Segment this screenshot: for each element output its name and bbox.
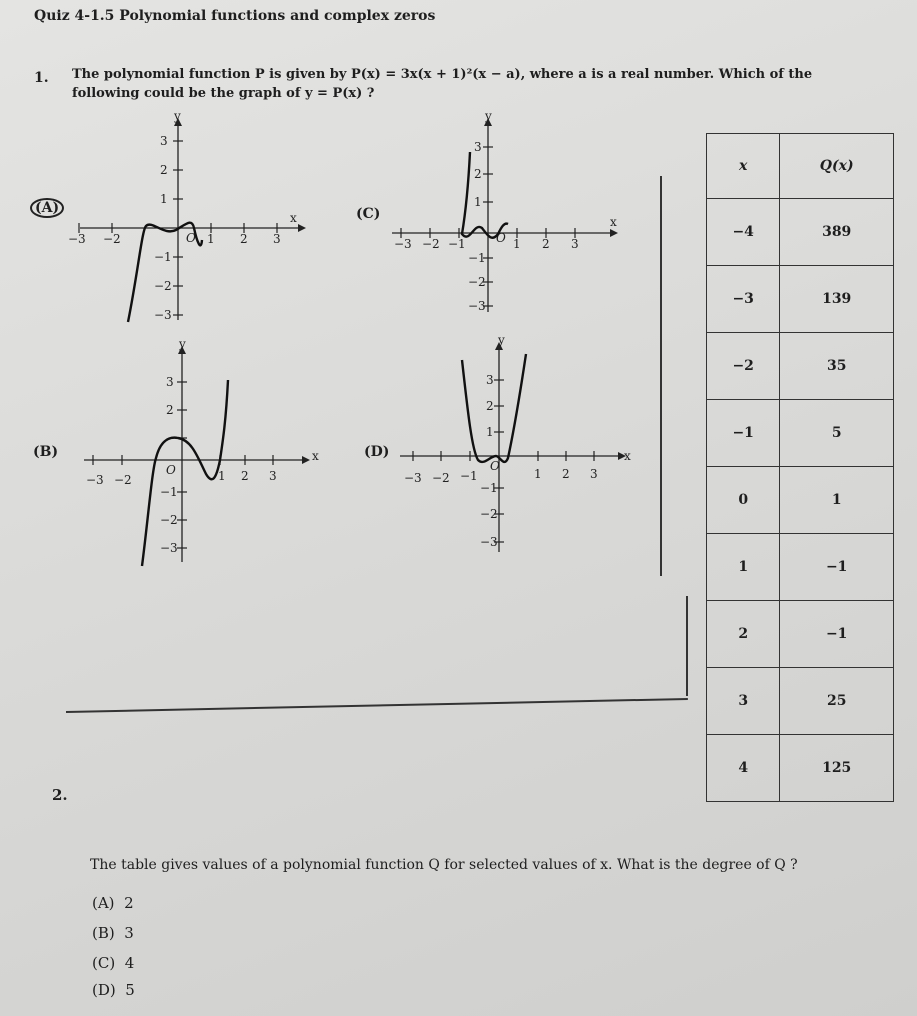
- y-tick-3: 3: [486, 373, 494, 387]
- cell-x: −1: [707, 400, 780, 467]
- x-tick-neg2: −2: [103, 232, 121, 246]
- y-tick-2: 2: [166, 403, 174, 417]
- graph-option-c: [388, 109, 628, 322]
- x-tick-2: 2: [240, 232, 248, 246]
- y-axis-label: y: [179, 337, 186, 351]
- graph-option-a: [68, 109, 316, 322]
- table-row: [707, 534, 894, 601]
- y-tick-neg2: −2: [160, 513, 178, 527]
- origin-label: O: [490, 459, 500, 473]
- x-tick-1: 1: [513, 237, 521, 251]
- cell-qx: −1: [780, 601, 894, 668]
- choice-b[interactable]: [92, 924, 134, 942]
- option-d-label[interactable]: (D): [364, 444, 390, 460]
- x-tick-neg3: −3: [394, 237, 412, 251]
- question-2-number: 2.: [52, 786, 68, 804]
- x-tick-3: 3: [571, 237, 579, 251]
- cell-x: −4: [707, 199, 780, 266]
- x-axis-label: x: [312, 449, 319, 463]
- table-header-row: [707, 134, 894, 199]
- option-c-label[interactable]: (C): [356, 206, 381, 222]
- cell-qx: 35: [780, 333, 894, 400]
- horizontal-rule: [66, 698, 688, 713]
- graph-option-b: [80, 337, 320, 570]
- curve-b: [142, 380, 228, 566]
- y-axis-label: y: [498, 333, 505, 347]
- x-axis-label: x: [624, 449, 631, 463]
- question-1-text-line1: The polynomial function P is given by P(x) = 3x(x + 1)²(x − a), where a is a real number. Which of the: [72, 67, 813, 82]
- vertical-rule-lower: [686, 596, 688, 696]
- x-tick-1: 1: [218, 469, 226, 483]
- y-tick-2: 2: [486, 399, 494, 413]
- table-row: [707, 333, 894, 400]
- y-tick-neg1: −1: [480, 481, 498, 495]
- table-row: [707, 199, 894, 266]
- cell-x: 3: [707, 668, 780, 735]
- choice-c[interactable]: [92, 954, 134, 972]
- x-tick-neg3: −3: [404, 471, 422, 485]
- y-tick-neg3: −3: [468, 299, 486, 313]
- choice-value: 5: [125, 981, 135, 999]
- y-tick-neg3: −3: [154, 308, 172, 322]
- origin-label: O: [186, 231, 196, 245]
- x-tick-neg3: −3: [86, 473, 104, 487]
- y-tick-1: 1: [160, 192, 168, 206]
- cell-x: 2: [707, 601, 780, 668]
- y-axis-label: y: [485, 109, 492, 123]
- choice-a[interactable]: [92, 894, 134, 912]
- cell-qx: 1: [780, 467, 894, 534]
- curve-c: [462, 152, 508, 238]
- choice-value: 3: [124, 924, 134, 942]
- cell-qx: 5: [780, 400, 894, 467]
- option-a-label[interactable]: (A): [30, 200, 64, 216]
- header-qx: Q(x): [780, 134, 894, 199]
- x-tick-neg2: −2: [422, 237, 440, 251]
- choice-value: 4: [124, 954, 135, 972]
- choice-label: (A): [92, 894, 115, 912]
- y-tick-2: 2: [160, 163, 168, 177]
- cell-qx: −1: [780, 534, 894, 601]
- x-axis-label: x: [290, 211, 297, 225]
- curve-d: [462, 354, 526, 462]
- y-tick-3: 3: [166, 375, 174, 389]
- table-row: [707, 400, 894, 467]
- y-tick-neg3: −3: [480, 535, 498, 549]
- question-1-number: 1.: [34, 70, 49, 86]
- choice-value: 2: [124, 894, 134, 912]
- origin-label: O: [166, 463, 176, 477]
- y-tick-neg1: −1: [468, 251, 486, 265]
- x-tick-2: 2: [562, 467, 570, 481]
- graph-option-d: [396, 334, 636, 564]
- x-tick-neg1: −1: [448, 237, 466, 251]
- cell-qx: 389: [780, 199, 894, 266]
- x-tick-neg1: −1: [460, 469, 478, 483]
- table-row: [707, 668, 894, 735]
- y-tick-neg2: −2: [480, 507, 498, 521]
- x-tick-neg2: −2: [432, 471, 450, 485]
- question-1-text-line2: following could be the graph of y = P(x) ?: [72, 86, 375, 101]
- q-values-table: [706, 133, 894, 802]
- cell-x: 1: [707, 534, 780, 601]
- choice-label: (D): [92, 981, 116, 999]
- table-row: [707, 266, 894, 333]
- choice-label: (B): [92, 924, 115, 942]
- y-tick-neg1: −1: [160, 485, 178, 499]
- cell-x: −3: [707, 266, 780, 333]
- cell-qx: 139: [780, 266, 894, 333]
- choice-d[interactable]: [92, 981, 135, 999]
- quiz-title: Quiz 4-1.5 Polynomial functions and complex zeros: [34, 8, 436, 24]
- y-axis-label: y: [174, 109, 181, 123]
- y-tick-2: 2: [474, 167, 482, 181]
- y-tick-1: 1: [486, 425, 494, 439]
- x-tick-2: 2: [542, 237, 550, 251]
- x-tick-neg2: −2: [114, 473, 132, 487]
- cell-x: 0: [707, 467, 780, 534]
- question-2-text: The table gives values of a polynomial function Q for selected values of x. What is the degree of Q ?: [90, 857, 798, 873]
- y-tick-3: 3: [160, 134, 168, 148]
- cell-qx: 125: [780, 735, 894, 802]
- y-tick-1: 1: [474, 195, 482, 209]
- x-tick-3: 3: [273, 232, 281, 246]
- x-axis-label: x: [610, 215, 617, 229]
- y-tick-neg3: −3: [160, 541, 178, 555]
- x-tick-1: 1: [534, 467, 542, 481]
- y-tick-3: 3: [474, 140, 482, 154]
- choice-label: (C): [92, 954, 116, 972]
- y-tick-neg1: −1: [154, 250, 172, 264]
- origin-label: O: [496, 231, 506, 245]
- cell-x: −2: [707, 333, 780, 400]
- table-row: [707, 601, 894, 668]
- x-tick-3: 3: [269, 469, 277, 483]
- table-row: [707, 735, 894, 802]
- header-x: x: [707, 134, 780, 199]
- cell-qx: 25: [780, 668, 894, 735]
- vertical-rule: [660, 176, 662, 576]
- x-tick-3: 3: [590, 467, 598, 481]
- x-tick-1: 1: [207, 232, 215, 246]
- cell-x: 4: [707, 735, 780, 802]
- x-tick-2: 2: [241, 469, 249, 483]
- y-tick-neg2: −2: [154, 279, 172, 293]
- y-tick-neg2: −2: [468, 275, 486, 289]
- option-b-label[interactable]: (B): [33, 444, 59, 460]
- x-tick-neg3: −3: [68, 232, 86, 246]
- table-row: [707, 467, 894, 534]
